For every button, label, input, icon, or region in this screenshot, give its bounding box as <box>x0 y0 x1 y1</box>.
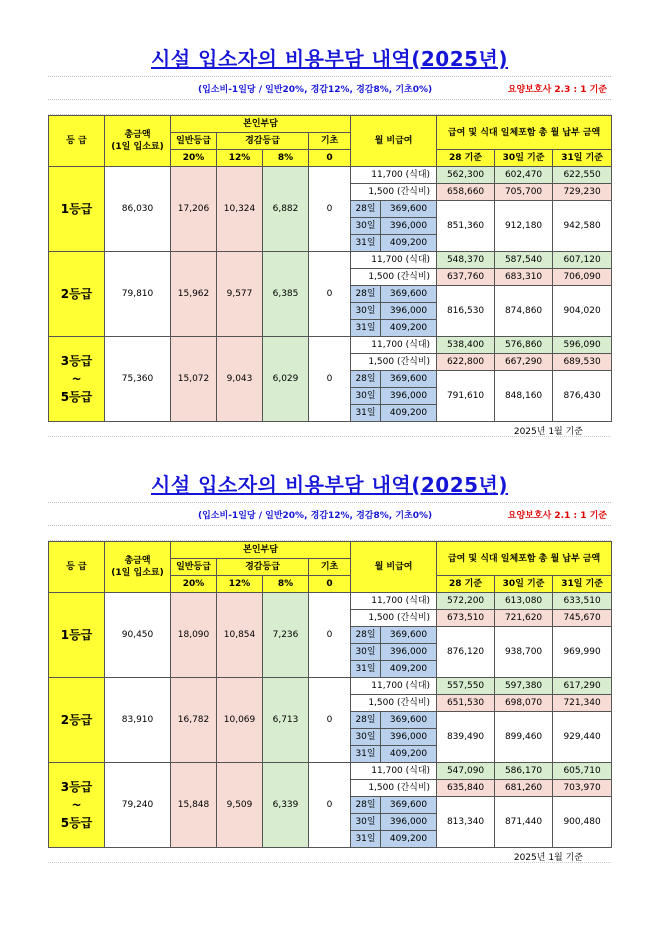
days-label: 31일 <box>351 405 381 422</box>
sheet-subheader <box>48 502 611 526</box>
days-amount: 396,000 <box>381 303 437 320</box>
rate-0-cell: 0 <box>309 167 351 252</box>
rate-20-cell: 17,206 <box>171 167 217 252</box>
basis-date: 2025년 1월 기준 <box>513 853 583 863</box>
days-amount: 409,200 <box>381 661 437 678</box>
days-label: 30일 <box>351 388 381 405</box>
total-all-31: 900,480 <box>553 797 612 848</box>
grade-cell: 1등급 <box>49 593 105 678</box>
rate-note: (입소비-1일당 / 일반20%, 경감12%, 경감8%, 기초0%) <box>198 511 433 521</box>
total-snack-28: 622,800 <box>437 354 495 371</box>
days-amount: 409,200 <box>381 235 437 252</box>
days-label: 31일 <box>351 831 381 848</box>
total-snack-30: 721,620 <box>495 610 553 627</box>
total-snack-28: 658,660 <box>437 184 495 201</box>
header-30: 30일 기준 <box>495 150 553 167</box>
header-31: 31일 기준 <box>553 576 612 593</box>
header-30: 30일 기준 <box>495 576 553 593</box>
days-amount: 409,200 <box>381 831 437 848</box>
days-label: 31일 <box>351 320 381 337</box>
header-total: 총금액 (1일 입소료) <box>105 116 171 167</box>
rate-12-cell: 10,854 <box>217 593 263 678</box>
cost-table <box>48 115 612 422</box>
days-label: 28일 <box>351 627 381 644</box>
header-28: 28 기준 <box>437 576 495 593</box>
header-28: 28 기준 <box>437 150 495 167</box>
total-all-30: 899,460 <box>495 712 553 763</box>
days-label: 28일 <box>351 797 381 814</box>
rate-20-cell: 16,782 <box>171 678 217 763</box>
total-snack-30: 681,260 <box>495 780 553 797</box>
header-reduced: 경감등급 <box>217 559 309 576</box>
total-all-28: 791,610 <box>437 371 495 422</box>
total-all-31: 876,430 <box>553 371 612 422</box>
total-all-31: 942,580 <box>553 201 612 252</box>
meal-cost: 11,700 (식대) <box>351 167 437 184</box>
header-31: 31일 기준 <box>553 150 612 167</box>
header-basic: 기초 <box>309 133 351 150</box>
total-all-28: 813,340 <box>437 797 495 848</box>
total-meal-31: 605,710 <box>553 763 612 780</box>
days-amount: 369,600 <box>381 371 437 388</box>
days-amount: 369,600 <box>381 627 437 644</box>
total-cell: 83,910 <box>105 678 171 763</box>
total-snack-31: 706,090 <box>553 269 612 286</box>
meal-cost: 11,700 (식대) <box>351 678 437 695</box>
header-monthly: 급여 및 식대 일체포함 총 월 납부 금액 <box>437 116 612 150</box>
meal-cost: 11,700 (식대) <box>351 337 437 354</box>
rate-0-cell: 0 <box>309 763 351 848</box>
total-all-28: 839,490 <box>437 712 495 763</box>
total-snack-31: 729,230 <box>553 184 612 201</box>
total-snack-28: 637,760 <box>437 269 495 286</box>
rate-20-cell: 15,072 <box>171 337 217 422</box>
rate-20-cell: 15,962 <box>171 252 217 337</box>
total-all-31: 969,990 <box>553 627 612 678</box>
total-all-31: 929,440 <box>553 712 612 763</box>
basis-date: 2025년 1월 기준 <box>513 427 583 437</box>
days-label: 30일 <box>351 644 381 661</box>
days-amount: 409,200 <box>381 746 437 763</box>
total-meal-31: 633,510 <box>553 593 612 610</box>
total-snack-28: 651,530 <box>437 695 495 712</box>
days-amount: 409,200 <box>381 320 437 337</box>
days-amount: 369,600 <box>381 286 437 303</box>
rate-12-cell: 9,043 <box>217 337 263 422</box>
total-meal-28: 547,090 <box>437 763 495 780</box>
snack-cost: 1,500 (간식비) <box>351 184 437 201</box>
rate-20-cell: 15,848 <box>171 763 217 848</box>
total-meal-31: 596,090 <box>553 337 612 354</box>
days-label: 28일 <box>351 712 381 729</box>
sheet-footer <box>48 848 611 863</box>
total-all-30: 848,160 <box>495 371 553 422</box>
total-meal-30: 587,540 <box>495 252 553 269</box>
rate-0-cell: 0 <box>309 678 351 763</box>
days-label: 30일 <box>351 303 381 320</box>
days-amount: 369,600 <box>381 712 437 729</box>
header-0: 0 <box>309 576 351 593</box>
header-grade: 등 급 <box>49 542 105 593</box>
rate-8-cell: 6,029 <box>263 337 309 422</box>
total-snack-30: 705,700 <box>495 184 553 201</box>
total-snack-31: 703,970 <box>553 780 612 797</box>
rate-0-cell: 0 <box>309 593 351 678</box>
total-meal-30: 586,170 <box>495 763 553 780</box>
header-grade: 등 급 <box>49 116 105 167</box>
total-meal-30: 613,080 <box>495 593 553 610</box>
total-meal-31: 622,550 <box>553 167 612 184</box>
staff-ratio: 요양보호사 2.1 : 1 기준 <box>507 511 607 521</box>
days-label: 31일 <box>351 661 381 678</box>
total-cell: 75,360 <box>105 337 171 422</box>
cost-sheet <box>48 468 611 863</box>
total-all-31: 904,020 <box>553 286 612 337</box>
sheet-title: 시설 입소자의 비용부담 내역(2025년) <box>151 47 508 71</box>
days-label: 31일 <box>351 746 381 763</box>
total-snack-31: 745,670 <box>553 610 612 627</box>
header-nonpay: 월 비급여 <box>351 542 437 593</box>
total-all-30: 912,180 <box>495 201 553 252</box>
grade-cell: 1등급 <box>49 167 105 252</box>
days-amount: 369,600 <box>381 201 437 218</box>
header-monthly: 급여 및 식대 일체포함 총 월 납부 금액 <box>437 542 612 576</box>
total-meal-30: 597,380 <box>495 678 553 695</box>
total-cell: 86,030 <box>105 167 171 252</box>
header-nonpay: 월 비급여 <box>351 116 437 167</box>
rate-12-cell: 9,509 <box>217 763 263 848</box>
grade-cell: 2등급 <box>49 678 105 763</box>
meal-cost: 11,700 (식대) <box>351 252 437 269</box>
header-12: 12% <box>217 576 263 593</box>
days-label: 28일 <box>351 286 381 303</box>
rate-20-cell: 18,090 <box>171 593 217 678</box>
rate-8-cell: 6,339 <box>263 763 309 848</box>
total-all-30: 874,860 <box>495 286 553 337</box>
days-label: 28일 <box>351 371 381 388</box>
days-label: 30일 <box>351 814 381 831</box>
cost-sheet <box>48 42 611 437</box>
total-meal-31: 607,120 <box>553 252 612 269</box>
header-basic: 기초 <box>309 559 351 576</box>
total-all-30: 871,440 <box>495 797 553 848</box>
days-label: 30일 <box>351 729 381 746</box>
rate-0-cell: 0 <box>309 337 351 422</box>
header-total: 총금액 (1일 입소료) <box>105 542 171 593</box>
days-amount: 409,200 <box>381 405 437 422</box>
meal-cost: 11,700 (식대) <box>351 593 437 610</box>
rate-note: (입소비-1일당 / 일반20%, 경감12%, 경감8%, 기초0%) <box>198 85 433 95</box>
total-all-30: 938,700 <box>495 627 553 678</box>
total-snack-30: 667,290 <box>495 354 553 371</box>
days-amount: 369,600 <box>381 797 437 814</box>
rate-8-cell: 7,236 <box>263 593 309 678</box>
total-cell: 79,810 <box>105 252 171 337</box>
total-snack-31: 721,340 <box>553 695 612 712</box>
snack-cost: 1,500 (간식비) <box>351 269 437 286</box>
sheet-subheader <box>48 76 611 100</box>
total-snack-28: 673,510 <box>437 610 495 627</box>
snack-cost: 1,500 (간식비) <box>351 354 437 371</box>
rate-8-cell: 6,385 <box>263 252 309 337</box>
header-general: 일반등급 <box>171 559 217 576</box>
total-all-28: 876,120 <box>437 627 495 678</box>
sheet-title: 시설 입소자의 비용부담 내역(2025년) <box>151 473 508 497</box>
total-snack-28: 635,840 <box>437 780 495 797</box>
days-label: 28일 <box>351 201 381 218</box>
header-20: 20% <box>171 576 217 593</box>
total-meal-30: 576,860 <box>495 337 553 354</box>
days-amount: 396,000 <box>381 644 437 661</box>
meal-cost: 11,700 (식대) <box>351 763 437 780</box>
snack-cost: 1,500 (간식비) <box>351 695 437 712</box>
total-meal-28: 557,550 <box>437 678 495 695</box>
grade-cell: 3등급 ~ 5등급 <box>49 337 105 422</box>
sheet-footer <box>48 422 611 437</box>
rate-12-cell: 10,069 <box>217 678 263 763</box>
rate-12-cell: 9,577 <box>217 252 263 337</box>
header-12: 12% <box>217 150 263 167</box>
days-amount: 396,000 <box>381 729 437 746</box>
header-8: 8% <box>263 150 309 167</box>
total-meal-30: 602,470 <box>495 167 553 184</box>
rate-8-cell: 6,713 <box>263 678 309 763</box>
header-reduced: 경감등급 <box>217 133 309 150</box>
total-snack-30: 698,070 <box>495 695 553 712</box>
days-label: 31일 <box>351 235 381 252</box>
rate-8-cell: 6,882 <box>263 167 309 252</box>
total-all-28: 816,530 <box>437 286 495 337</box>
total-cell: 79,240 <box>105 763 171 848</box>
cost-table <box>48 541 612 848</box>
days-amount: 396,000 <box>381 388 437 405</box>
total-meal-28: 562,300 <box>437 167 495 184</box>
header-self-pay: 본인부담 <box>171 116 351 133</box>
snack-cost: 1,500 (간식비) <box>351 610 437 627</box>
total-meal-31: 617,290 <box>553 678 612 695</box>
total-meal-28: 548,370 <box>437 252 495 269</box>
header-0: 0 <box>309 150 351 167</box>
days-label: 30일 <box>351 218 381 235</box>
rate-0-cell: 0 <box>309 252 351 337</box>
grade-cell: 2등급 <box>49 252 105 337</box>
total-snack-30: 683,310 <box>495 269 553 286</box>
snack-cost: 1,500 (간식비) <box>351 780 437 797</box>
rate-12-cell: 10,324 <box>217 167 263 252</box>
total-meal-28: 572,200 <box>437 593 495 610</box>
total-all-28: 851,360 <box>437 201 495 252</box>
header-20: 20% <box>171 150 217 167</box>
total-meal-28: 538,400 <box>437 337 495 354</box>
grade-cell: 3등급 ~ 5등급 <box>49 763 105 848</box>
header-8: 8% <box>263 576 309 593</box>
header-general: 일반등급 <box>171 133 217 150</box>
total-snack-31: 689,530 <box>553 354 612 371</box>
total-cell: 90,450 <box>105 593 171 678</box>
staff-ratio: 요양보호사 2.3 : 1 기준 <box>507 85 607 95</box>
days-amount: 396,000 <box>381 814 437 831</box>
header-self-pay: 본인부담 <box>171 542 351 559</box>
days-amount: 396,000 <box>381 218 437 235</box>
